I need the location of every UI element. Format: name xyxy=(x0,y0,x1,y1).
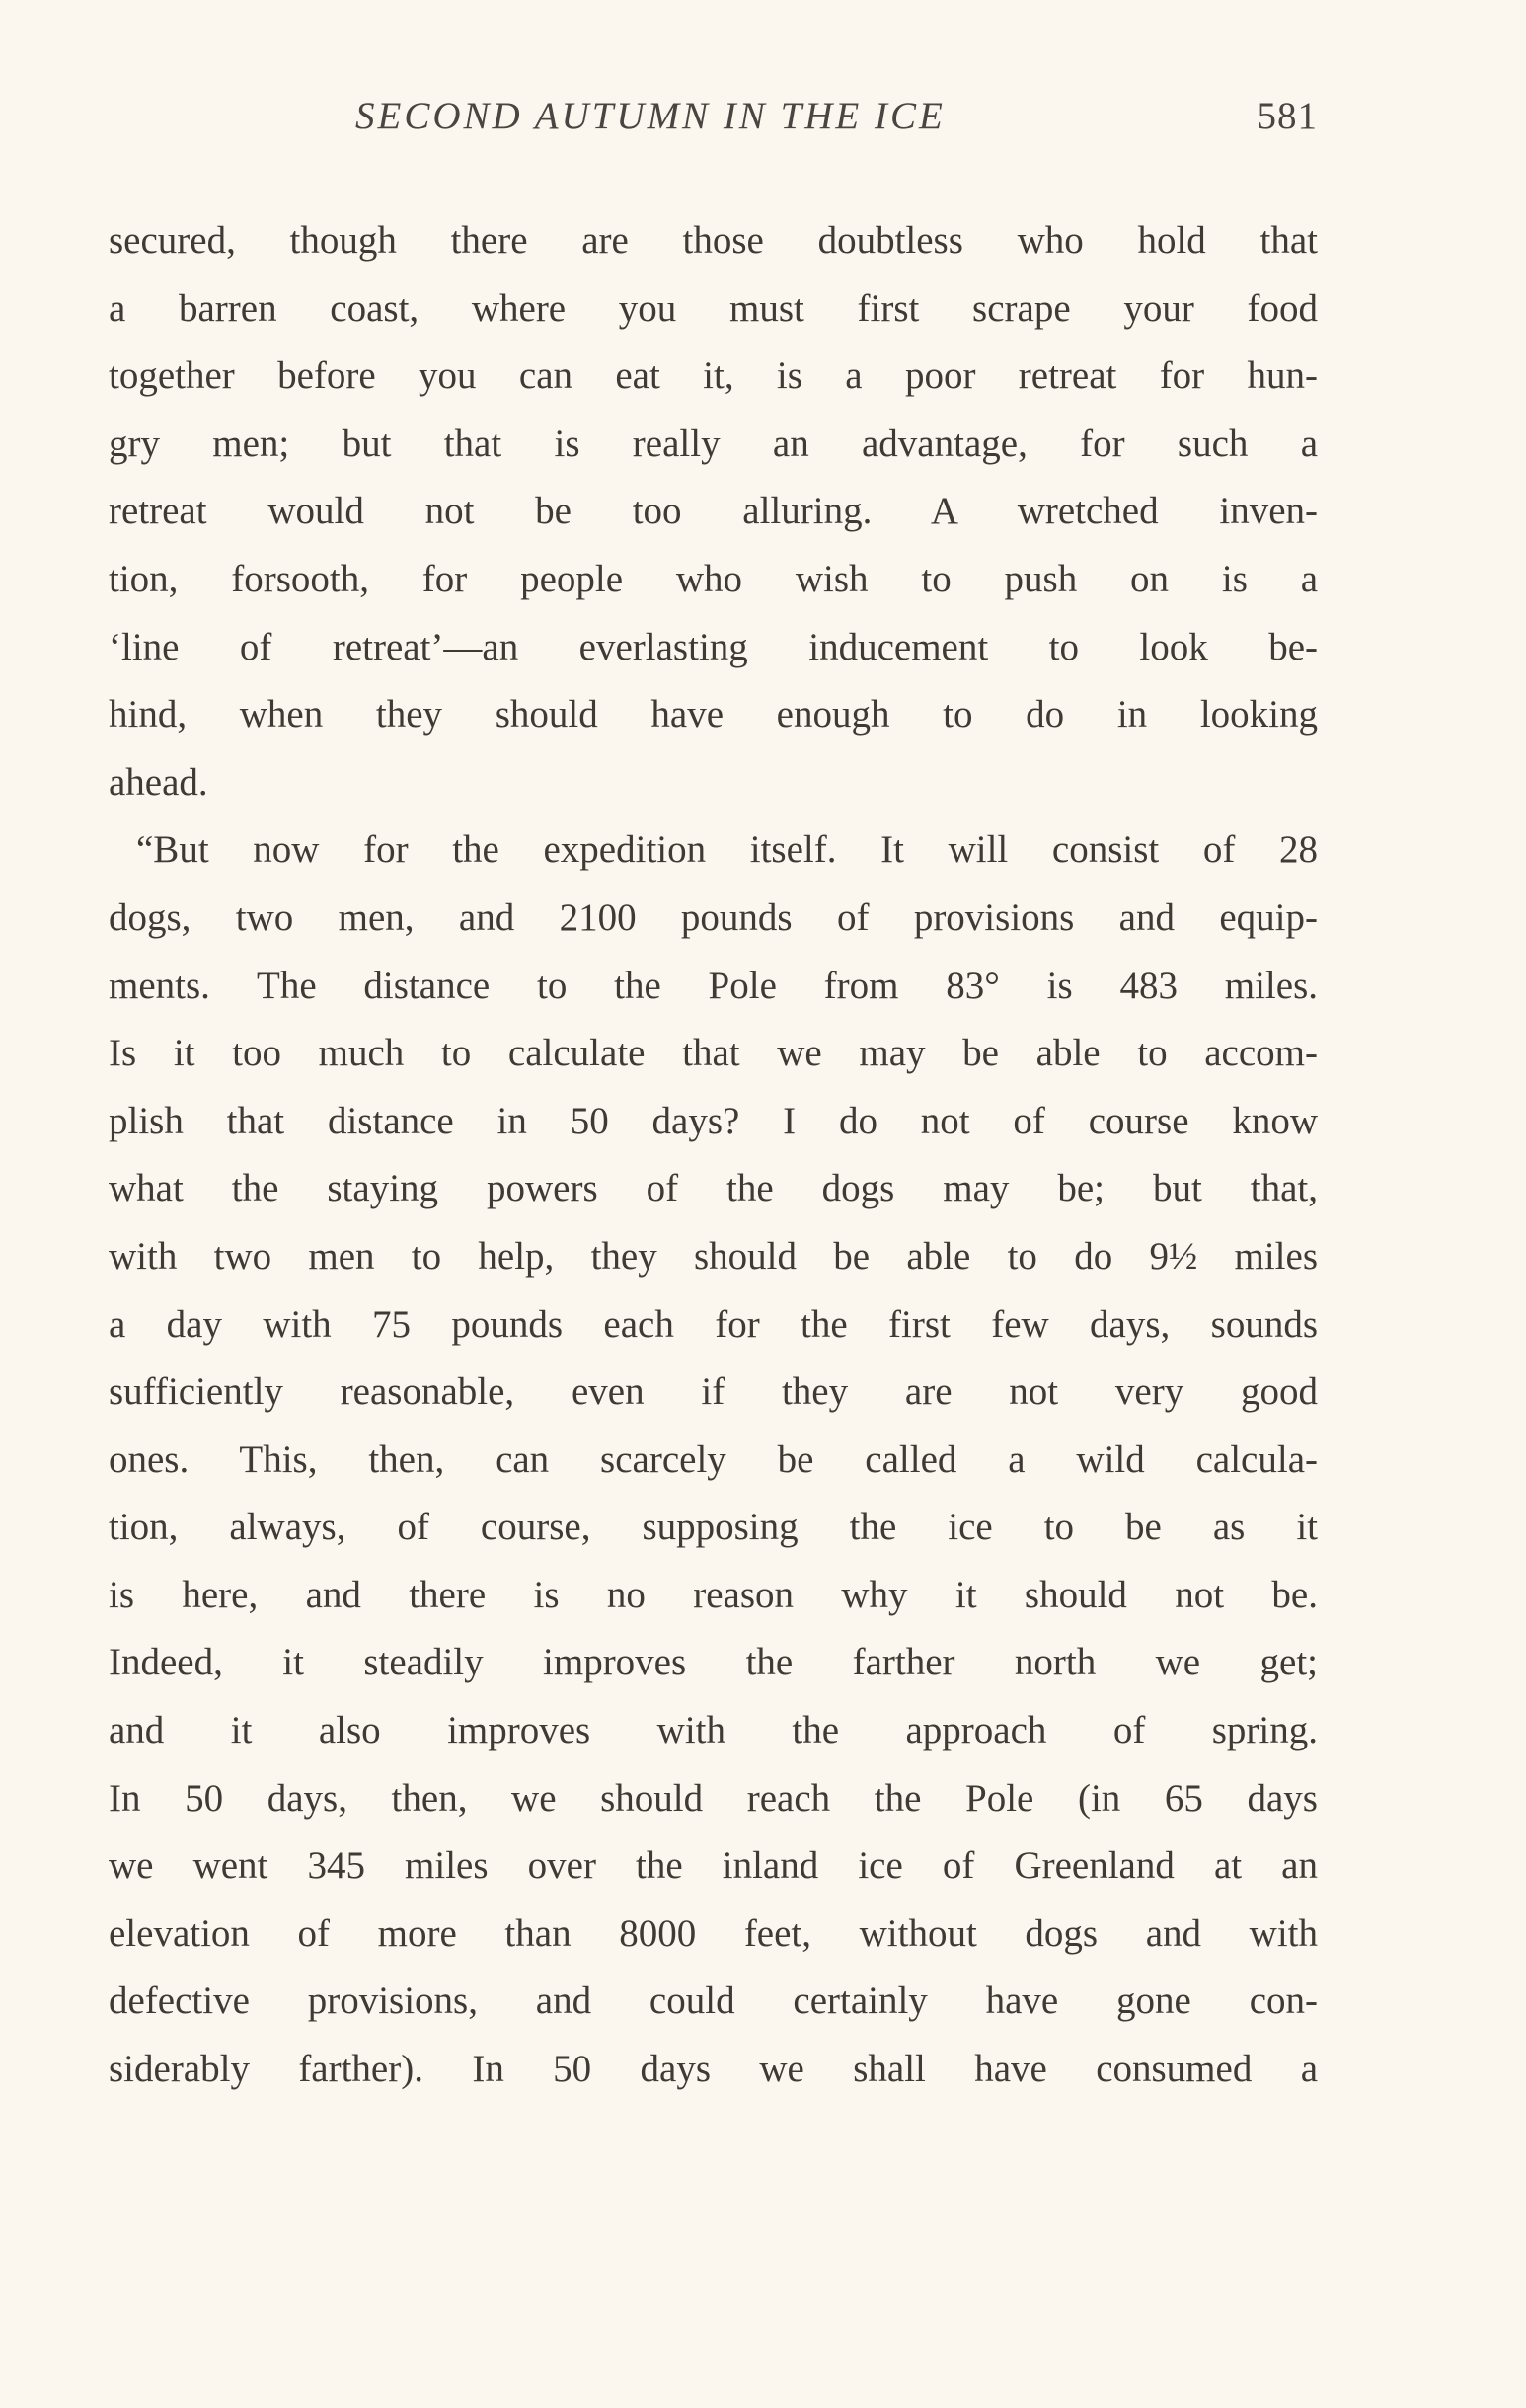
text-line: together before you can eat it, is a poor retreat for hun- xyxy=(109,354,1318,398)
text-line: hind, when they should have enough to do in looking xyxy=(109,693,1318,737)
text-line: is here, and there is no reason why it should not be. xyxy=(109,1573,1318,1616)
body-text xyxy=(109,207,1318,2104)
text-line: defective provisions, and could certainly have gone con- xyxy=(109,1980,1318,2023)
text-line: ones. This, then, can scarcely be called a wild calcula- xyxy=(109,1437,1318,1481)
text-line: In 50 days, then, we should reach the Pole (in 65 days xyxy=(109,1776,1318,1820)
text-line: Is it too much to calculate that we may be able to accom- xyxy=(109,1032,1318,1075)
text-line: dogs, two men, and 2100 pounds of provisions and equip- xyxy=(109,895,1318,939)
text-line: plish that distance in 50 days? I do not of course know xyxy=(109,1099,1318,1142)
paragraph xyxy=(109,207,1318,816)
text-line: gry men; but that is really an advantage, for such a xyxy=(109,422,1318,465)
text-line: ments. The distance to the Pole from 83° is 483 miles. xyxy=(109,964,1318,1007)
text-line: siderably farther). In 50 days we shall have consumed a xyxy=(109,2048,1318,2091)
text-line: Indeed, it steadily improves the farther north we get; xyxy=(109,1641,1318,1684)
text-line: ahead. xyxy=(109,760,208,804)
text-line: elevation of more than 8000 feet, without dogs and with xyxy=(109,1911,1318,1955)
text-line: tion, forsooth, for people who wish to push on is a xyxy=(109,557,1318,600)
page-header xyxy=(109,94,1318,153)
text-line: secured, though there are those doubtless who hold that xyxy=(109,219,1318,262)
text-line: a day with 75 pounds each for the first few days, sounds xyxy=(109,1302,1318,1346)
page-number: 581 xyxy=(1257,95,1318,137)
text-line: with two men to help, they should be able to do 9½ miles xyxy=(109,1234,1318,1278)
text-line: and it also improves with the approach of spring. xyxy=(109,1709,1318,1752)
text-line: retreat would not be too alluring. A wretched inven- xyxy=(109,490,1318,533)
text-line: “But now for the expedition itself. It will consist of 28 xyxy=(136,828,1318,872)
text-line: what the staying powers of the dogs may be; but that, xyxy=(109,1167,1318,1210)
running-head: SECOND AUTUMN IN THE ICE xyxy=(355,95,946,137)
text-line: tion, always, of course, supposing the ice to be as it xyxy=(109,1506,1318,1549)
text-line: sufficiently reasonable, even if they are not very good xyxy=(109,1370,1318,1414)
text-line: we went 345 miles over the inland ice of Greenland at an xyxy=(109,1844,1318,1888)
text-line: ‘line of retreat’—an everlasting inducement to look be- xyxy=(109,625,1318,668)
text-line: a barren coast, where you must first scrape your food xyxy=(109,286,1318,330)
paragraph xyxy=(109,816,1318,2103)
